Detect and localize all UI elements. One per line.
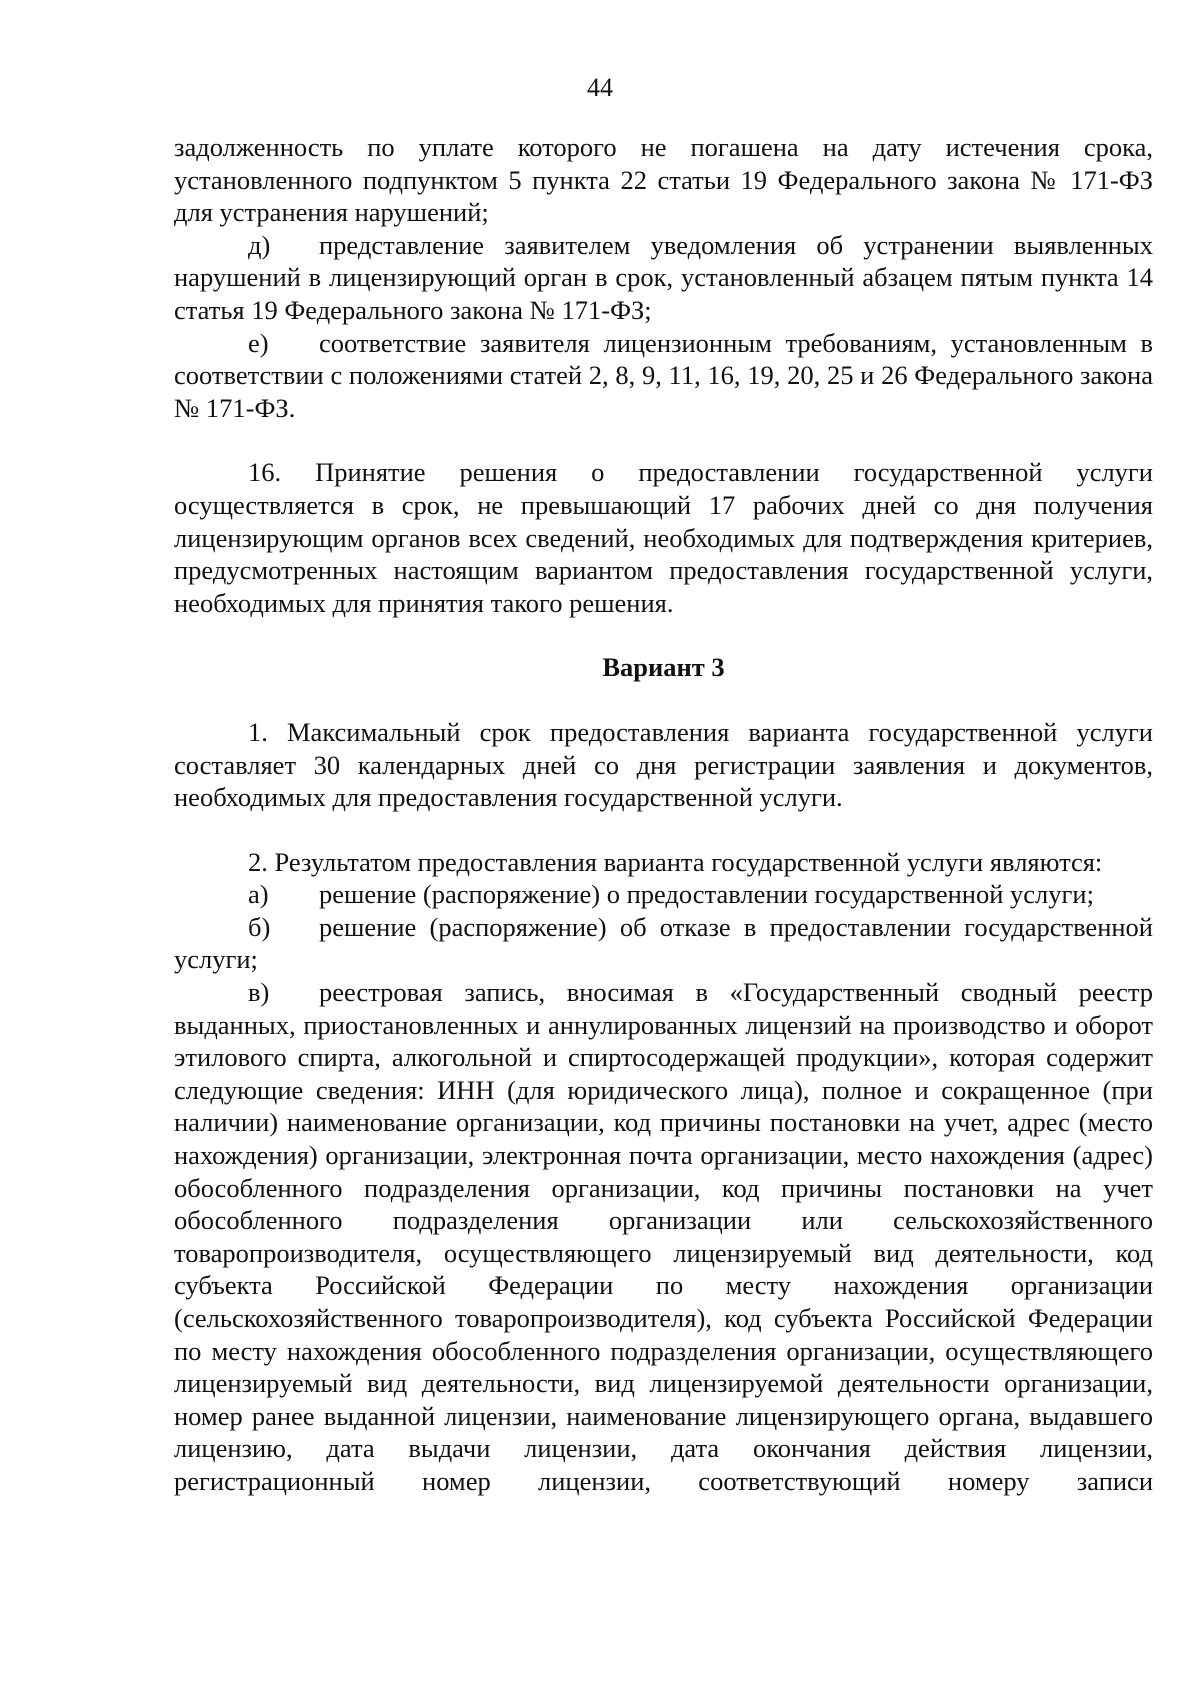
variant3-paragraph-1: 1. Максимальный срок предоставления варианта государственной услуги составляет 30 календарных дней со дня регистрации заявления и документов, необходимых для предоставления государственной услуги.	[174, 716, 1153, 813]
spacer	[174, 814, 1153, 846]
section-heading: Вариант 3	[602, 652, 725, 683]
document-body	[174, 131, 1153, 1498]
list-item-d	[174, 229, 1153, 327]
list-item-a	[174, 878, 1153, 911]
list-item-text: соответствие заявителя лицензионным требованиям, установленным в соответствии с положениями статей 2, 8, 9, 11, 16, 19, 20, 25 и 26 Федерального закона № 171-ФЗ.	[174, 327, 1153, 423]
list-item-text: реестровая запись, вносимая в «Государственный сводный реестр выданных, приостановленных и аннулированных лицензий на производство и оборот этилового спирта, алкогольной и спиртосодержащей продукции», которая содержит следующие сведения: ИНН (для юридического лица), полное и сокращенное (при наличии) наименование организации, код причины постановки на учет, адрес (место нахождения) организации, электронная почта организации, место нахождения (адрес) обособленного подразделения организации, код причины постановки на учет обособленного подразделения организации или сельскохозяйственного товаропроизводителя, осуществляющего лицензируемый вид деятельности, код субъекта Российской Федерации по месту нахождения организации (сельскохозяйственного товаропроизводителя), код субъекта Российской Федерации по месту нахождения обособленного подразделения организации, осуществляющего лицензируемый вид деятельности, вид лицензируемой деятельности организации, номер ранее выданной лицензии, наименование лицензирующего органа, выдавшего лицензию, дата выдачи лицензии, дата окончания действия лицензии, регистрационный номер лицензии, соответствующий номеру записи	[174, 977, 1153, 1496]
spacer	[174, 619, 1153, 651]
variant3-paragraph-2: 2. Результатом предоставления варианта государственной услуги являются:	[248, 846, 1103, 877]
list-item-text: решение (распоряжение) об отказе в предоставлении государственной услуги;	[174, 911, 1153, 975]
spacer	[174, 424, 1153, 456]
list-marker: д)	[248, 229, 271, 260]
paragraph-continuation: задолженность по уплате которого не погашена на дату истечения срока, установленного подпунктом 5 пункта 22 статьи 19 Федерального закона № 171-ФЗ для устранения нарушений;	[174, 132, 1153, 228]
list-item-text: решение (распоряжение) о предоставлении государственной услуги;	[319, 879, 1094, 910]
list-marker: а)	[248, 879, 269, 910]
list-marker: б)	[248, 911, 271, 942]
page-number: 44	[587, 73, 613, 102]
list-item-v	[174, 976, 1153, 1498]
list-item-b	[174, 911, 1153, 976]
paragraph-16: 16. Принятие решения о предоставлении государственной услуги осуществляется в срок, не превышающий 17 рабочих дней со дня получения лицензирующим органов всех сведений, необходимых для подтверждения критериев, предусмотренных настоящим вариантом предоставления государственной услуги, необходимых для принятия такого решения.	[174, 457, 1153, 618]
list-item-text: представление заявителем уведомления об устранении выявленных нарушений в лицензирующий орган в срок, установленный абзацем пятым пункта 14 статья 19 Федерального закона № 171-ФЗ;	[174, 229, 1153, 325]
list-marker: е)	[248, 327, 269, 358]
list-marker: в)	[248, 977, 270, 1008]
spacer	[174, 684, 1153, 716]
list-item-e	[174, 327, 1153, 425]
